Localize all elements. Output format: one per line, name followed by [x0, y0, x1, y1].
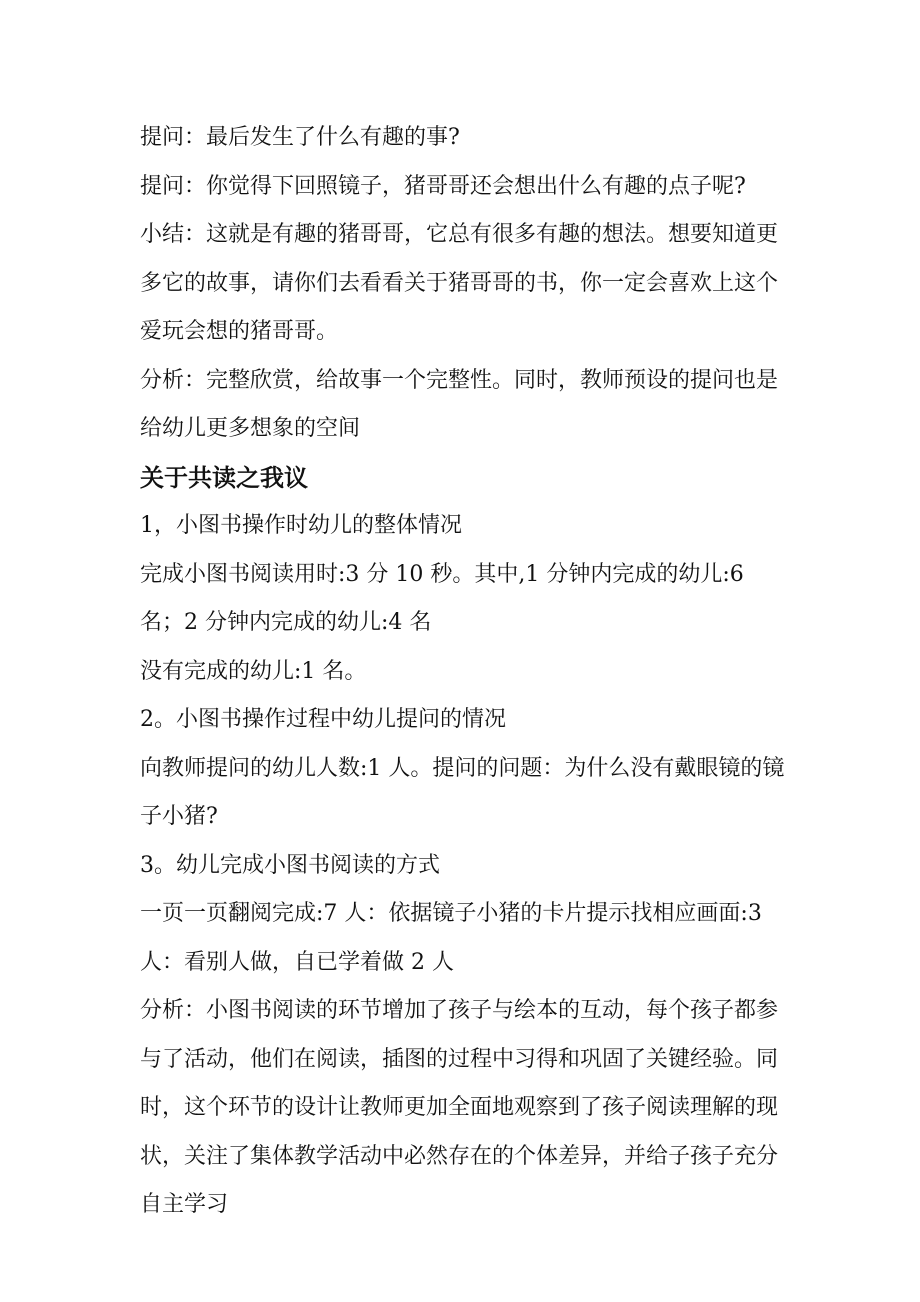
item-3-title: 3。幼儿完成小图书阅读的方式: [140, 852, 440, 878]
item-1-detail: 完成小图书阅读用时:3 分 10 秒。其中,1 分钟内完成的幼儿:6 名；2 分钟内完成的幼儿:4 名: [140, 561, 744, 635]
item-1-detail-2: 没有完成的幼儿:1 名。: [140, 658, 367, 684]
item-1-title: 1，小图书操作时幼儿的整体情况: [140, 513, 462, 538]
item-3-detail: 一页一页翻阅完成:7 人：依据镜子小猪的卡片提示找相应画面:3 人：看别人做，自已学着做 2 人: [140, 901, 762, 975]
section-heading: 关于共读之我议: [140, 463, 308, 492]
item-2-title: 2。小图书操作过程中幼儿提问的情况: [140, 707, 506, 732]
question-paragraph-1: 提问：最后发生了什么有趣的事?: [140, 125, 460, 150]
summary-paragraph: 小结：这就是有趣的猪哥哥，它总有很多有趣的想法。想要知道更多它的故事，请你们去看看关于猪哥哥的书，你一定会喜欢上这个爱玩会想的猪哥哥。: [140, 222, 779, 344]
analysis-paragraph-1: 分析：完整欣赏，给故事一个完整性。同时，教师预设的提问也是给幼儿更多想象的空间: [140, 367, 779, 441]
analysis-paragraph-2: 分析：小图书阅读的环节增加了孩子与绘本的互动，每个孩子都参与了活动，他们在阅读，插图的过程中习得和巩固了关键经验。同时，这个环节的设计让教师更加全面地观察到了孩子阅读理解的现状，关注了集体教学活动中必然存在的个体差异，并给子孩子充分自主学习: [140, 998, 779, 1217]
item-2-detail: 向教师提问的幼儿人数:1 人。提问的问题：为什么没有戴眼镜的镜子小猪?: [140, 755, 785, 829]
question-paragraph-2: 提问：你觉得下回照镜子，猪哥哥还会想出什么有趣的点子呢?: [140, 173, 746, 199]
document-body: [140, 114, 790, 1230]
